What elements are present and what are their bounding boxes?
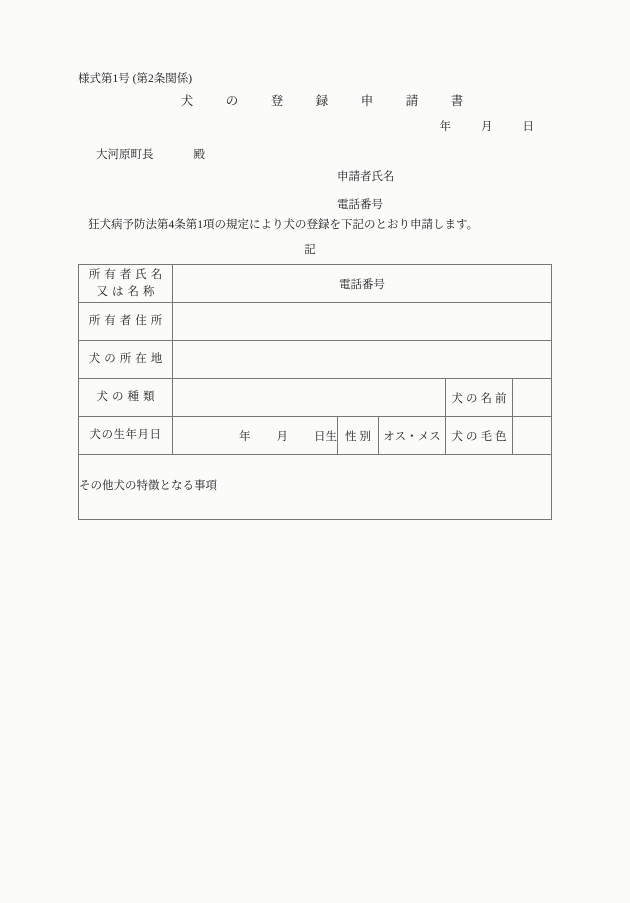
owner-address-label: 所有者住所 bbox=[79, 303, 173, 341]
owner-phone-label: 電話番号 bbox=[339, 278, 386, 291]
dog-breed-label: 犬の種類 bbox=[79, 379, 173, 417]
addressee-honorific: 殿 bbox=[193, 149, 205, 161]
owner-name-value-cell[interactable] bbox=[173, 265, 552, 303]
birth-month-label: 月 bbox=[276, 430, 288, 443]
dog-name-value-cell[interactable] bbox=[513, 379, 552, 417]
owner-address-value-cell[interactable] bbox=[173, 303, 552, 341]
date-day-label: 日 bbox=[522, 121, 534, 133]
dog-sex-value[interactable]: オス・メス bbox=[379, 417, 446, 455]
page-title: 犬 の 登 録 申 請 書 bbox=[180, 94, 474, 108]
table-row-dog-birth bbox=[79, 417, 552, 455]
date-year-label: 年 bbox=[439, 121, 451, 133]
dog-location-label: 犬の所在地 bbox=[79, 341, 173, 379]
other-features-cell[interactable] bbox=[79, 455, 552, 520]
table-row-owner-name bbox=[79, 265, 552, 303]
dog-location-value-cell[interactable] bbox=[173, 341, 552, 379]
date-line bbox=[0, 122, 534, 134]
dog-breed-value-cell[interactable] bbox=[173, 379, 446, 417]
addressee bbox=[96, 150, 205, 162]
dog-color-label: 犬の毛色 bbox=[446, 417, 513, 455]
addressee-name: 大河原町長 bbox=[96, 149, 154, 161]
registration-table bbox=[78, 264, 552, 520]
dog-name-label: 犬の名前 bbox=[446, 379, 513, 417]
ki-mark: 記 bbox=[304, 244, 316, 256]
applicant-block bbox=[337, 172, 395, 211]
table-row-owner-address bbox=[79, 303, 552, 341]
dog-birth-value-cell[interactable] bbox=[173, 417, 338, 455]
other-features-label: その他犬の特徴となる事項 bbox=[79, 480, 217, 493]
owner-name-label-line2: 又は名称 bbox=[96, 285, 159, 298]
dog-sex-label: 性別 bbox=[338, 417, 379, 455]
owner-name-label bbox=[79, 265, 173, 303]
owner-name-label-line1: 所有者氏名 bbox=[88, 268, 167, 281]
applicant-phone-label: 電話番号 bbox=[337, 198, 383, 211]
table-row-other-features bbox=[79, 455, 552, 520]
form-code: 様式第1号 (第2条関係) bbox=[78, 73, 193, 85]
table-row-dog-breed bbox=[79, 379, 552, 417]
statement-text: 狂犬病予防法第4条第1項の規定により犬の登録を下記のとおり申請します。 bbox=[88, 219, 479, 231]
dog-birth-label: 犬の生年月日 bbox=[79, 417, 173, 455]
applicant-name-label: 申請者氏名 bbox=[337, 171, 395, 183]
table-row-dog-location bbox=[79, 341, 552, 379]
date-month-label: 月 bbox=[481, 121, 493, 133]
birth-day-label: 日生 bbox=[314, 430, 337, 443]
dog-color-value-cell[interactable] bbox=[513, 417, 552, 455]
birth-year-label: 年 bbox=[239, 430, 251, 443]
